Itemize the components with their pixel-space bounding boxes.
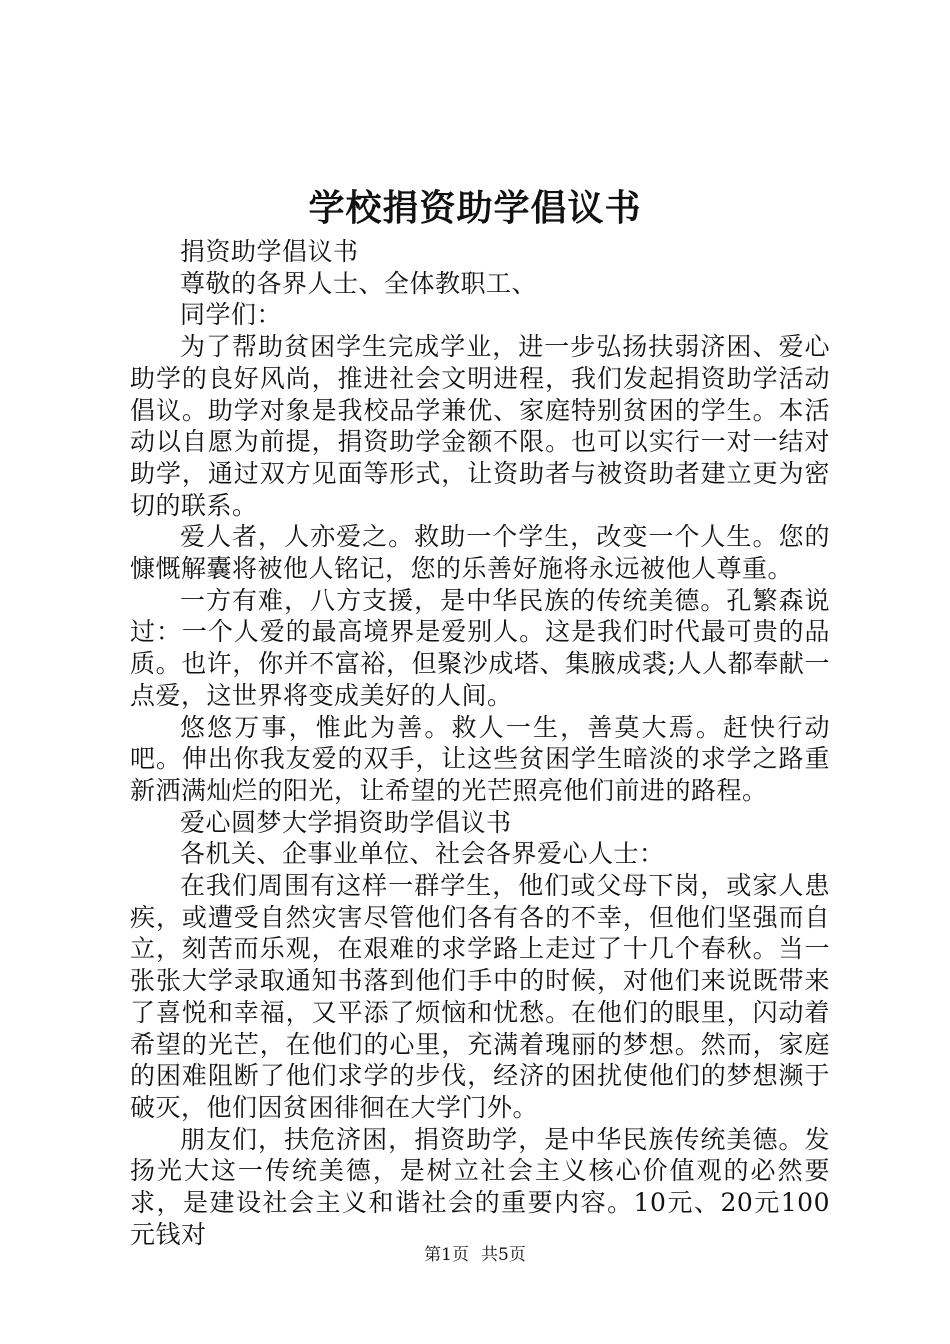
page-number: 第1页 <box>424 1245 469 1265</box>
paragraph-salutation-cont: 同学们： <box>180 300 283 330</box>
page-total: 共5页 <box>481 1245 526 1265</box>
paragraph-body: 为了帮助贫困学生完成学业，进一步弘扬扶弱济困、爱心助学的良好风尚，推进社会文明进程，我们发起捐资助学活动倡议。助学对象是我校品学兼优、家庭特别贫困的学生。本活动以自愿为前提，捐资助学金额不限。也可以实行一对一结对助学，通过双方见面等形式，让资助者与被资助者建立更为密切的联系。 <box>130 332 830 520</box>
paragraph-body: 一方有难，八方支援，是中华民族的传统美德。孔繁森说过：一个人爱的最高境界是爱别人。这是我们时代最可贵的品质。也许，你并不富裕，但聚沙成塔、集腋成裘;人人都奉献一点爱，这世界将变成美好的人间。 <box>130 585 830 710</box>
paragraph-body: 在我们周围有这样一群学生，他们或父母下岗，或家人患疾，或遭受自然灾害尽管他们各有各的不幸，但他们坚强而自立，刻苦而乐观，在艰难的求学路上走过了十几个春秋。当一张张大学录取通知书落到他们手中的时候，对他们来说既带来了喜悦和幸福，又平添了烦恼和忧愁。在他们的眼里，闪动着希望的光芒，在他们的心里，充满着瑰丽的梦想。然而，家庭的困难阻断了他们求学的步伐，经济的困扰使他们的梦想濒于破灭，他们因贫困徘徊在大学门外。 <box>130 871 830 1122</box>
paragraph-subheading: 爱心圆梦大学捐资助学倡议书 <box>180 807 512 837</box>
document-body <box>130 236 830 1251</box>
paragraph-body: 悠悠万事，惟此为善。救人一生，善莫大焉。赶快行动吧。伸出你我友爱的双手，让这些贫困学生暗淡的求学之路重新洒满灿烂的阳光，让希望的光芒照亮他们前进的路程。 <box>130 712 830 805</box>
paragraph-body: 爱人者，人亦爱之。救助一个学生，改变一个人生。您的慷慨解囊将被他人铭记，您的乐善好施将永远被他人尊重。 <box>130 522 830 584</box>
paragraph-heading: 捐资助学倡议书 <box>180 237 359 266</box>
page-footer <box>0 1243 950 1267</box>
paragraph-body: 朋友们，扶危济困，捐资助学，是中华民族传统美德。发扬光大这一传统美德，是树立社会主义核心价值观的必然要求，是建设社会主义和谐社会的重要内容。10元、20元100元钱对 <box>130 1124 830 1249</box>
document-title: 学校捐资助学倡议书 <box>308 187 642 229</box>
paragraph-salutation: 各机关、企事业单位、社会各界爱心人士： <box>180 839 665 869</box>
paragraph-salutation: 尊敬的各界人士、全体教职工、 <box>180 268 538 298</box>
